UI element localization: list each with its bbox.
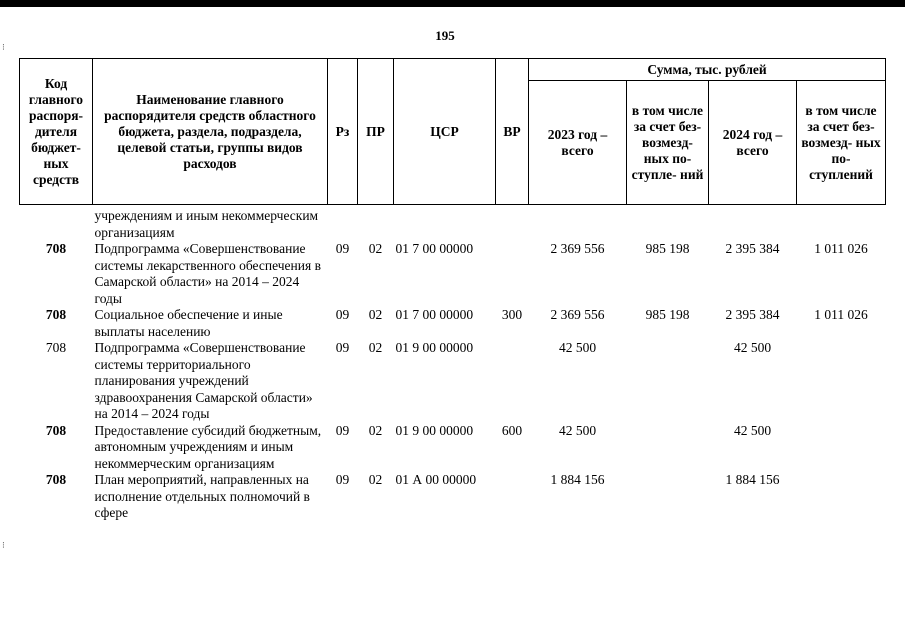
header-name: Наименование главного распорядителя средств областного бюджета, раздела, подраздела, целевой статьи, группы видов расходов — [93, 59, 328, 205]
header-vr: ВР — [496, 59, 529, 205]
row-2024-free: 1 011 026 — [814, 307, 868, 322]
table-row — [20, 423, 886, 473]
row-2024-total — [709, 208, 797, 241]
row-pr: 02 — [368, 472, 383, 487]
header-2024-total: 2024 год – всего — [709, 81, 797, 205]
row-code: 708 — [45, 340, 67, 355]
header-2023-free-receipts: в том числе за счет без- возмезд- ных по- ступле- ний — [627, 81, 709, 205]
row-csr: 01 9 00 00000 — [395, 340, 474, 355]
top-border-rule — [0, 0, 905, 7]
row-2023-total: 42 500 — [558, 422, 597, 438]
row-code: 708 — [45, 241, 67, 256]
margin-mark: ⁝ — [2, 540, 5, 550]
row-2024-free — [797, 472, 886, 522]
table-header — [20, 59, 886, 205]
row-2024-total: 1 884 156 — [725, 472, 780, 487]
row-2024-total: 42 500 — [733, 422, 772, 438]
row-2023-free: 985 198 — [645, 307, 690, 322]
page-number: 195 — [435, 28, 455, 43]
row-2023-total — [529, 208, 627, 241]
row-name: учреждениям и иным некоммерческим организациям — [94, 208, 319, 240]
row-2024-free: 1 011 026 — [814, 241, 868, 256]
row-vr: 300 — [501, 307, 523, 322]
row-csr: 01 7 00 00000 — [395, 241, 474, 256]
row-pr: 02 — [368, 422, 383, 438]
row-rz — [328, 208, 358, 241]
header-2023-total: 2023 год – всего — [529, 81, 627, 205]
row-pr: 02 — [368, 340, 383, 355]
row-rz: 09 — [335, 340, 350, 355]
row-2023-total: 2 369 556 — [550, 241, 605, 256]
row-rz: 09 — [335, 241, 350, 256]
row-name: Предоставление субсидий бюджетным, автономным учреждениям и иным некоммерческим организациям — [94, 422, 322, 471]
row-pr — [358, 208, 394, 241]
row-csr — [394, 208, 496, 241]
row-2024-total: 42 500 — [733, 340, 772, 355]
row-name: Подпрограмма «Совершенствование системы территориального планирования учреждений здравоохранения Самарской области» на 2014 – 2024 годы — [94, 340, 313, 421]
row-vr — [496, 340, 529, 423]
row-vr — [496, 472, 529, 522]
row-2023-total: 2 369 556 — [550, 307, 605, 322]
row-code — [20, 208, 93, 241]
row-2023-free — [627, 208, 709, 241]
budget-table — [19, 58, 886, 522]
row-rz: 09 — [335, 422, 350, 438]
row-code: 708 — [45, 307, 67, 322]
row-2024-total: 2 395 384 — [725, 241, 780, 256]
row-2024-free — [797, 208, 886, 241]
table-row — [20, 340, 886, 423]
row-code: 708 — [45, 472, 67, 487]
table-row — [20, 241, 886, 307]
row-name: План мероприятий, направленных на исполнение отдельных полномочий в сфере — [94, 472, 310, 520]
row-vr — [496, 241, 529, 307]
header-csr: ЦСР — [394, 59, 496, 205]
row-code: 708 — [45, 422, 67, 438]
row-2023-free: 985 198 — [645, 241, 690, 256]
row-csr: 01 9 00 00000 — [395, 422, 474, 438]
table-row — [20, 208, 886, 241]
row-2024-total: 2 395 384 — [725, 307, 780, 322]
row-name: Социальное обеспечение и иные выплаты населению — [94, 307, 283, 339]
header-2024-free-receipts: в том числе за счет без- возмезд- ных по- ступлений — [797, 81, 886, 205]
row-vr: 600 — [501, 422, 523, 438]
row-2024-free — [797, 423, 886, 473]
header-code: Код главного распоря- дителя бюджет- ных средств — [20, 59, 93, 205]
header-sum-group: Сумма, тыс. рублей — [529, 59, 886, 81]
row-2024-free — [797, 340, 886, 423]
row-name: Подпрограмма «Совершенствование системы лекарственного обеспечения в Самарской области» на 2014 – 2024 годы — [94, 241, 321, 306]
row-2023-free — [627, 340, 709, 423]
table-body — [20, 205, 886, 522]
row-pr: 02 — [368, 307, 383, 322]
row-2023-free — [627, 423, 709, 473]
margin-mark: ⁝ — [2, 42, 5, 52]
row-csr: 01 А 00 00000 — [395, 472, 477, 487]
table-row — [20, 307, 886, 340]
row-vr — [496, 208, 529, 241]
table-row — [20, 472, 886, 522]
row-2023-free — [627, 472, 709, 522]
row-2023-total: 1 884 156 — [550, 472, 605, 487]
row-pr: 02 — [368, 241, 383, 256]
header-rz: Рз — [328, 59, 358, 205]
row-csr: 01 7 00 00000 — [395, 307, 474, 322]
row-2023-total: 42 500 — [558, 340, 597, 355]
header-pr: ПР — [358, 59, 394, 205]
row-rz: 09 — [335, 472, 350, 487]
row-rz: 09 — [335, 307, 350, 322]
